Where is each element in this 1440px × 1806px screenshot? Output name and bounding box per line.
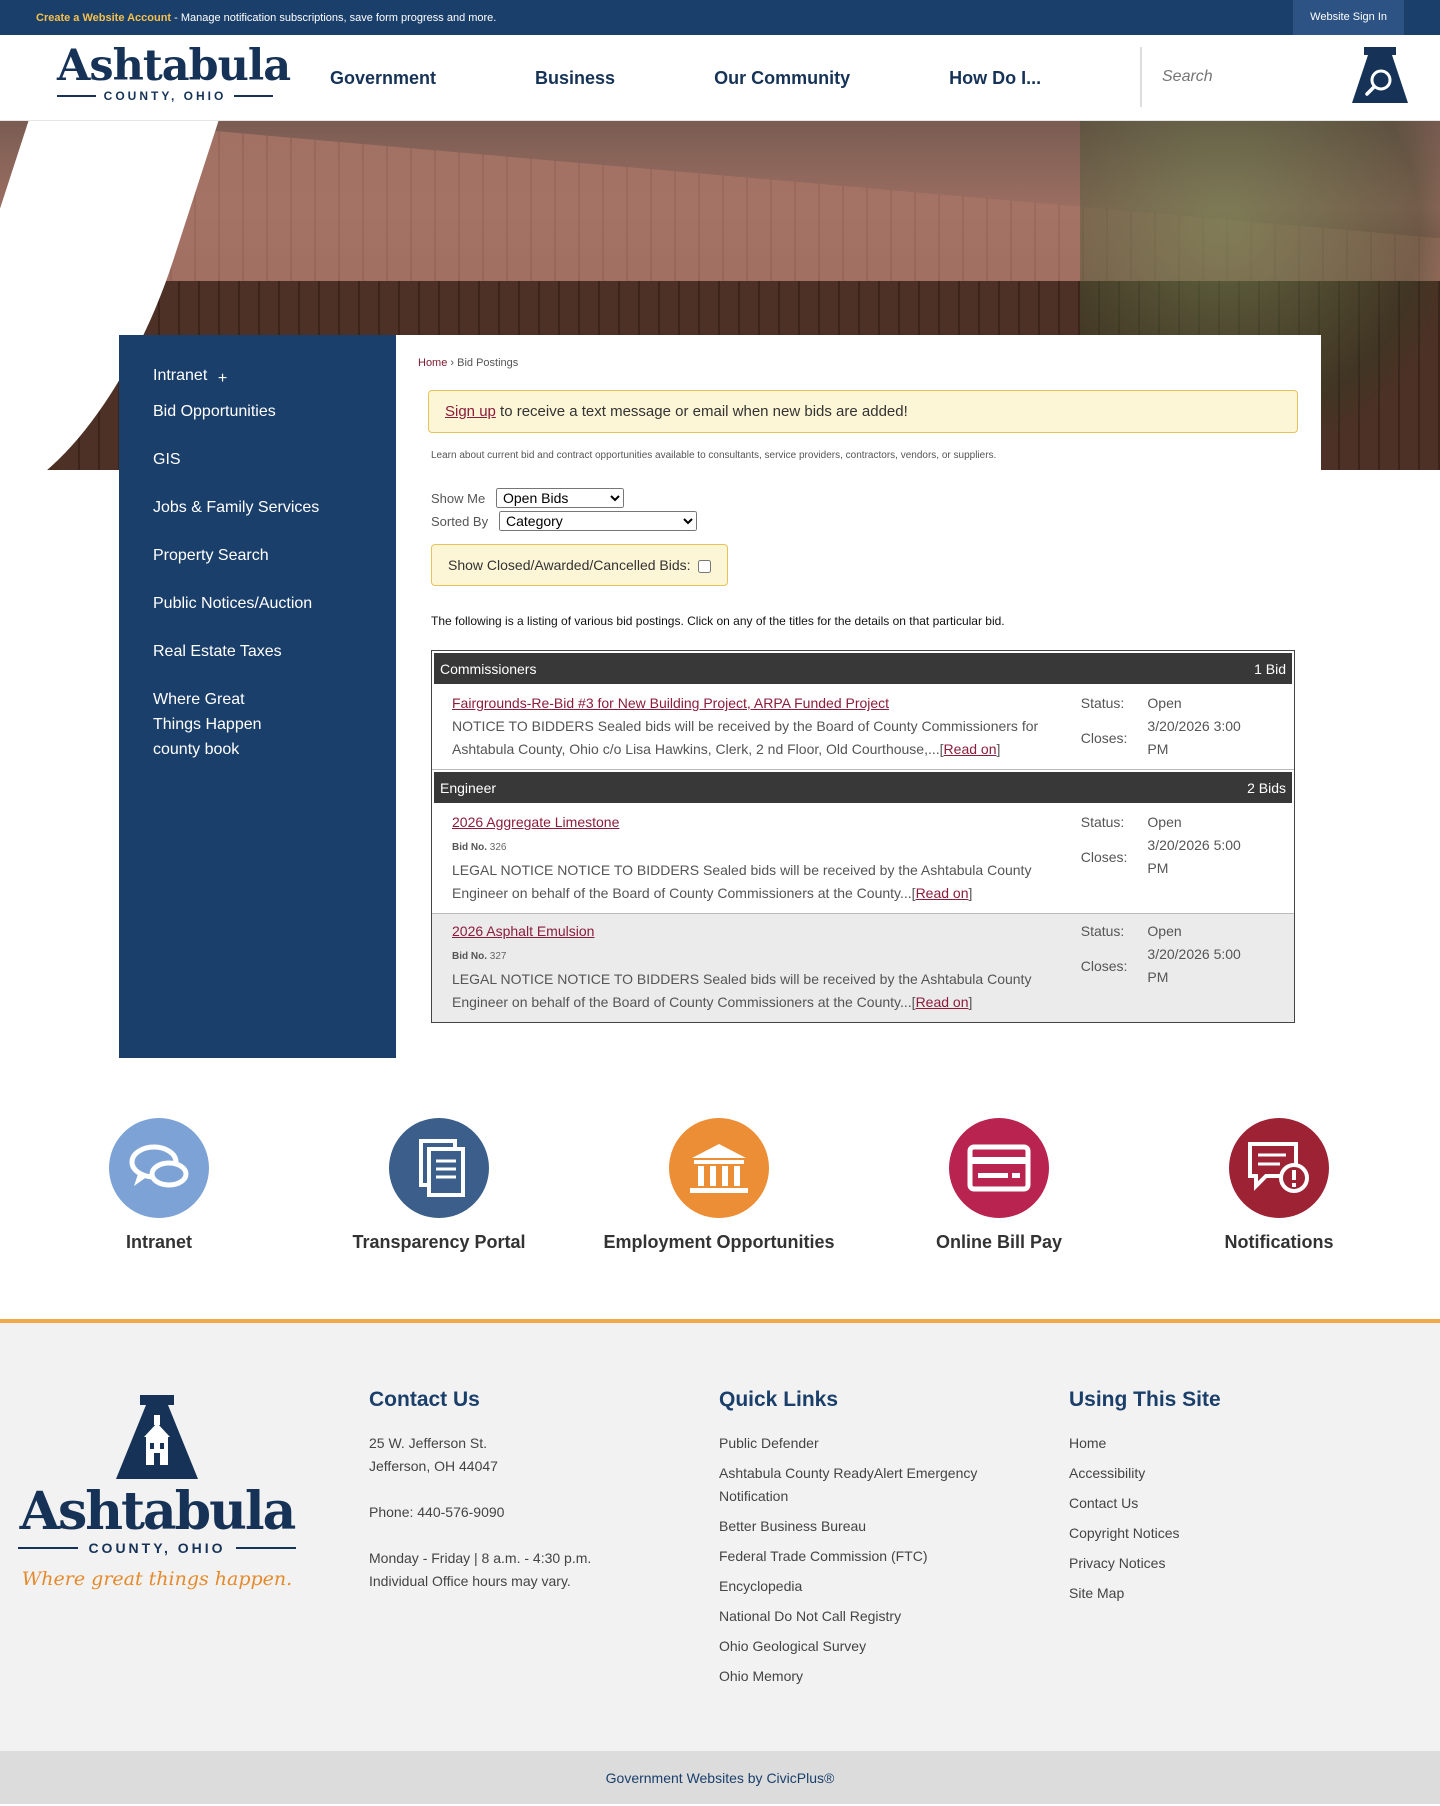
footer-link-accessibility[interactable]: Accessibility: [1069, 1465, 1146, 1481]
hours-line-2: Individual Office hours may vary.: [369, 1573, 571, 1589]
expand-icon[interactable]: +: [217, 370, 228, 387]
using-site-heading: Using This Site: [1069, 1388, 1221, 1411]
bid-description: NOTICE TO BIDDERS Sealed bids will be received by the Board of County Commissioners for Ashtabula County, Ohio c/o Lisa Hawkins, Clerk, 2 nd Floor, Old Courthouse,...: [452, 718, 1039, 757]
footer-logo-subtitle: COUNTY, OHIO: [18, 1540, 296, 1556]
bid-closes: 3/20/2026 5:00 PM: [1147, 946, 1241, 985]
sorted-by-select[interactable]: [499, 511, 697, 531]
footer-using-this-site: [1069, 1388, 1369, 1612]
footer-link-encyclopedia[interactable]: Encyclopedia: [719, 1578, 803, 1594]
footer-contact: [369, 1388, 669, 1593]
closed-bids-label: Show Closed/Awarded/Cancelled Bids:: [448, 557, 691, 573]
sign-in-button[interactable]: Website Sign In: [1293, 0, 1404, 35]
closed-bids-checkbox[interactable]: [698, 560, 711, 573]
footer-link-ftc[interactable]: Federal Trade Commission (FTC): [719, 1548, 928, 1564]
quick-link-intranet[interactable]: [19, 1118, 299, 1319]
credit-card-icon: [949, 1118, 1049, 1218]
bid-description: LEGAL NOTICE NOTICE TO BIDDERS Sealed bids will be received by the Ashtabula County Engineer on behalf of the Board of County Commissioners at the County...: [452, 971, 1032, 1010]
site-header: [0, 35, 1440, 121]
read-on-link[interactable]: Read on: [943, 741, 997, 757]
breadcrumb-current: Bid Postings: [457, 357, 519, 369]
breadcrumb-home[interactable]: Home: [418, 357, 448, 369]
site-footer: [0, 1319, 1440, 1751]
category-header: [432, 770, 1294, 805]
footer-link-do-not-call[interactable]: National Do Not Call Registry: [719, 1608, 902, 1624]
quick-link-online-bill-pay[interactable]: [859, 1118, 1139, 1319]
sidebar-item-real-estate-taxes[interactable]: Real Estate Taxes: [153, 643, 282, 660]
nav-our-community[interactable]: Our Community: [714, 67, 851, 88]
search-icon: [1350, 47, 1410, 103]
sidebar-nav: [119, 335, 396, 1058]
main-area: [0, 335, 1440, 1058]
category-count: 2 Bids: [1247, 779, 1286, 796]
address-line-2: Jefferson, OH 44047: [369, 1458, 498, 1474]
bid-item: 2026 Asphalt Emulsion Bid No. 327 LEGAL NOTICE NOTICE TO BIDDERS Sealed bids will be received by the Ashtabula County Engineer on behalf of the Board of County Commissioners at the County...[Read on] Status: Open Closes: 3/20/2026 5:00 PM: [432, 914, 1294, 1022]
chat-bubbles-icon: [109, 1118, 209, 1218]
signup-link[interactable]: Sign up: [445, 403, 496, 420]
bid-closes: 3/20/2026 3:00 PM: [1147, 718, 1241, 757]
bid-title-link[interactable]: 2026 Asphalt Emulsion: [452, 923, 595, 939]
footer-logo-wordmark: Ashtabula: [19, 1481, 295, 1542]
show-me-label: Show Me: [431, 490, 486, 506]
civicplus-bar: [0, 1751, 1440, 1804]
quick-links-graphics: [0, 1058, 1440, 1319]
footer-link-bbb[interactable]: Better Business Bureau: [719, 1518, 867, 1534]
bid-item: 2026 Aggregate Limestone Bid No. 326 LEGAL NOTICE NOTICE TO BIDDERS Sealed bids will be received by the Ashtabula County Engineer on behalf of the Board of County Commissioners at the County...[Read on] Status: Open Closes: 3/20/2026 5:00 PM: [432, 805, 1294, 914]
main-nav: [330, 35, 1041, 121]
bid-status-table: Status: Open Closes: 3/20/2026 5:00 PM: [1081, 811, 1282, 880]
site-logo[interactable]: [57, 41, 291, 103]
sidebar-item-label: Intranet: [153, 367, 208, 384]
courthouse-icon: [669, 1118, 769, 1218]
nav-government[interactable]: Government: [330, 67, 437, 88]
quick-link-notifications[interactable]: [1139, 1118, 1419, 1319]
sidebar-item-public-notices[interactable]: Public Notices/Auction: [153, 595, 313, 612]
search-input[interactable]: [1142, 68, 1332, 86]
alert-message-icon: [1229, 1118, 1329, 1218]
footer-tagline: Where great things happen.: [21, 1568, 293, 1590]
category-name: Commissioners: [440, 660, 537, 677]
bid-postings-content: [396, 335, 1321, 1058]
bid-title-link[interactable]: 2026 Aggregate Limestone: [452, 814, 620, 830]
footer-link-privacy[interactable]: Privacy Notices: [1069, 1555, 1166, 1571]
bid-number: Bid No. 326: [452, 842, 507, 853]
read-on-link[interactable]: Read on: [915, 994, 969, 1010]
category-count: 1 Bid: [1254, 660, 1286, 677]
read-on-link[interactable]: Read on: [915, 885, 969, 901]
category-header: [432, 651, 1294, 686]
bid-title-link[interactable]: Fairgrounds-Re-Bid #3 for New Building Project, ARPA Funded Project: [452, 695, 890, 711]
bid-closes: 3/20/2026 5:00 PM: [1147, 837, 1241, 876]
sidebar-item-property-search[interactable]: Property Search: [153, 547, 269, 564]
footer-link-home[interactable]: Home: [1069, 1435, 1107, 1451]
quick-links-heading: Quick Links: [719, 1388, 839, 1411]
listing-note: The following is a listing of various bid postings. Click on any of the titles for the details on that particular bid.: [431, 614, 1005, 628]
civicplus-link[interactable]: Government Websites by CivicPlus®: [605, 1769, 835, 1786]
footer-link-readyalert[interactable]: Ashtabula County ReadyAlert Emergency Notification: [719, 1465, 978, 1504]
quick-link-label: Employment Opportunities: [603, 1232, 835, 1252]
bid-list: [431, 650, 1295, 1023]
search-box: [1140, 47, 1410, 107]
bid-status: Open: [1147, 814, 1182, 830]
sidebar-item-jobs-family-services[interactable]: Jobs & Family Services: [153, 499, 320, 516]
footer-link-public-defender[interactable]: Public Defender: [719, 1435, 819, 1451]
account-notice-text: - Manage notification subscriptions, save form progress and more.: [171, 11, 497, 24]
bid-filters: [431, 488, 1298, 531]
quick-link-label: Transparency Portal: [352, 1232, 526, 1252]
logo-subtitle: COUNTY, OHIO: [57, 89, 273, 103]
quick-link-label: Online Bill Pay: [935, 1232, 1063, 1252]
category-name: Engineer: [440, 779, 497, 796]
quick-link-employment-opportunities[interactable]: [579, 1118, 859, 1319]
bid-status: Open: [1147, 695, 1182, 711]
sorted-by-label: Sorted By: [431, 513, 489, 529]
quick-link-transparency-portal[interactable]: [299, 1118, 579, 1319]
closed-bids-toggle: [431, 544, 728, 586]
bid-number: Bid No. 327: [452, 951, 507, 962]
address-line-1: 25 W. Jefferson St.: [369, 1435, 488, 1451]
create-account-link[interactable]: Create a Website Account: [36, 11, 172, 24]
top-bar: [0, 0, 1440, 35]
contact-heading: Contact Us: [369, 1388, 480, 1411]
bid-status-table: Status: Open Closes: 3/20/2026 3:00 PM: [1081, 692, 1282, 761]
quick-link-label: Notifications: [1224, 1232, 1334, 1252]
footer-link-site-map[interactable]: Site Map: [1069, 1585, 1125, 1601]
documents-icon: [389, 1118, 489, 1218]
footer-link-contact-us[interactable]: Contact Us: [1069, 1495, 1139, 1511]
intro-text: Learn about current bid and contract opportunities available to consultants, service providers, contractors, vendors, or suppliers.: [431, 450, 997, 461]
signup-alert: Sign up to receive a text message or email when new bids are added!: [428, 390, 1298, 433]
logo-wordmark: Ashtabula: [57, 41, 291, 91]
bid-description: LEGAL NOTICE NOTICE TO BIDDERS Sealed bids will be received by the Ashtabula County Engineer on behalf of the Board of County Commissioners at the County...: [452, 862, 1032, 901]
hours-line-1: Monday - Friday | 8 a.m. - 4:30 p.m.: [369, 1550, 592, 1566]
footer-quick-links: [719, 1388, 1019, 1695]
footer-logo[interactable]: [18, 1395, 296, 1590]
bid-status-table: Status: Open Closes: 3/20/2026 5:00 PM: [1081, 920, 1282, 989]
footer-link-geological-survey[interactable]: Ohio Geological Survey: [719, 1638, 867, 1654]
bid-item: Fairgrounds-Re-Bid #3 for New Building Project, ARPA Funded Project NOTICE TO BIDDERS Sealed bids will be received by the Board of County Commissioners for Ashtabula County, Ohio c/o Lisa Hawkins, Clerk, 2 nd Floor, Old Courthouse,...[Read on] Status: Open Closes: 3/20/2026 3:00 PM: [432, 686, 1294, 770]
search-button[interactable]: [1350, 47, 1410, 103]
phone: Phone: 440-576-9090: [369, 1504, 505, 1520]
bid-status: Open: [1147, 923, 1182, 939]
footer-link-ohio-memory[interactable]: Ohio Memory: [719, 1668, 804, 1684]
account-notice: [36, 12, 496, 24]
footer-link-copyright[interactable]: Copyright Notices: [1069, 1525, 1180, 1541]
sidebar-item-bid-opportunities[interactable]: Bid Opportunities: [153, 403, 276, 420]
breadcrumb: Home › Bid Postings: [418, 357, 519, 369]
courthouse-logo-icon: [112, 1395, 202, 1479]
sidebar-item-county-book[interactable]: Where Great Things Happen county book: [153, 691, 262, 758]
show-me-select[interactable]: [496, 488, 624, 508]
quick-link-label: Intranet: [125, 1232, 192, 1252]
sidebar-item-gis[interactable]: GIS: [153, 451, 181, 468]
nav-business[interactable]: Business: [535, 67, 616, 88]
nav-how-do-i[interactable]: How Do I...: [949, 67, 1042, 88]
